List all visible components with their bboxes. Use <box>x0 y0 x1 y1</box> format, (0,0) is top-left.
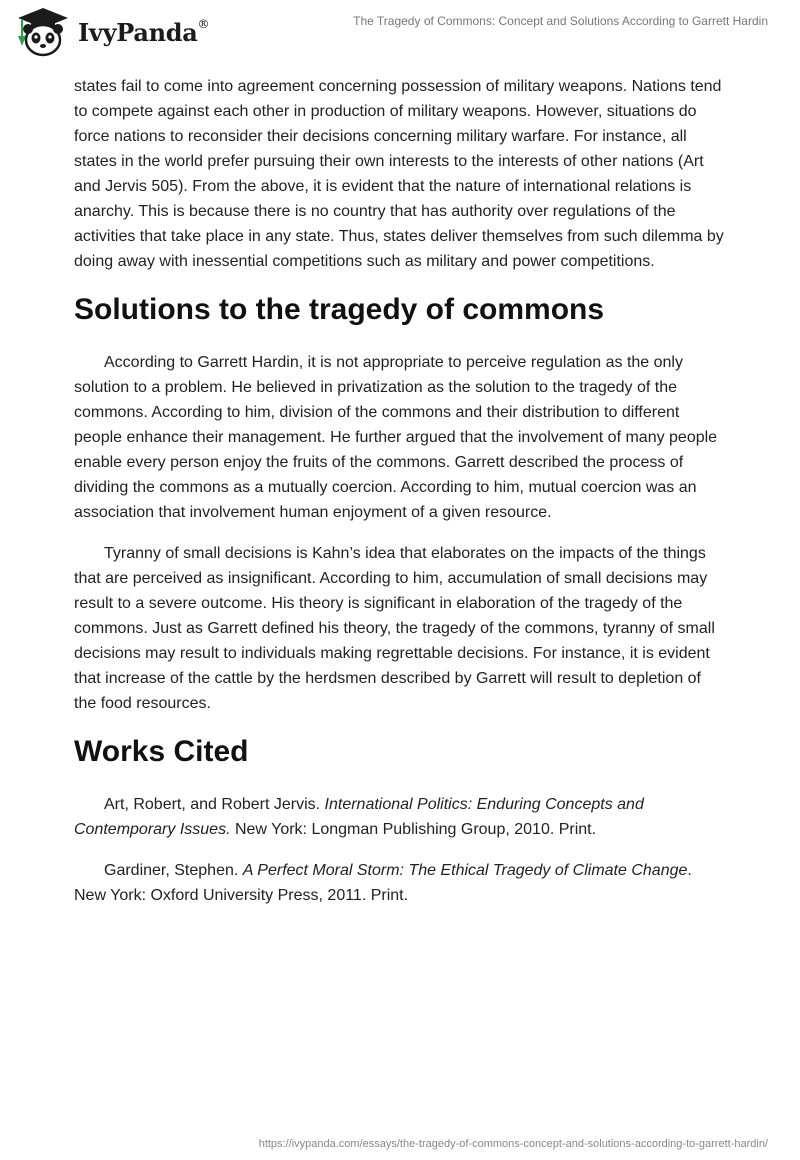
citation-item: Gardiner, Stephen. A Perfect Moral Storm: The Ethical Tragedy of Climate Change. New York: Oxford University Press, 2011. Print. <box>74 862 692 904</box>
citation-item: Art, Robert, and Robert Jervis. International Politics: Enduring Concepts and Contemporary Issues. New York: Longman Publishing Group, 2010. Print. <box>74 796 644 838</box>
page-header <box>0 0 800 64</box>
essay-content <box>74 74 724 924</box>
panda-icon <box>14 6 72 58</box>
section-heading-solutions: Solutions to the tragedy of commons <box>74 293 605 326</box>
works-cited-heading: Works Cited <box>74 735 249 768</box>
ivypanda-logo[interactable] <box>14 6 209 58</box>
intro-paragraph: states fail to come into agreement concerning possession of military weapons. Nations tend to compete against each other in production of military weapons. However, situations do force nations to reconsider their decisions concerning military warfare. For instance, all states in the world prefer pursuing their own interests to the interests of other nations (Art and Jervis 505). From the above, it is evident that the nature of international relations is anarchy. This is because there is no country that has authority over regulations of the activities that take place in any state. Thus, states deliver themselves from such dilemma by doing away with inessential competitions such as military and power competitions. <box>74 78 724 270</box>
footer-source-url[interactable]: https://ivypanda.com/essays/the-tragedy-of-commons-concept-and-solutions-according-to-garrett-hardin/ <box>258 1138 768 1150</box>
solutions-paragraph-1: According to Garrett Hardin, it is not appropriate to perceive regulation as the only solution to a problem. He believed in privatization as the solution to the tragedy of the commons. According to him, division of the commons and their distribution to different people enhance their management. He further argued that the involvement of many people enable every person enjoy the fruits of the commons. Garrett described the process of dividing the commons as a mutually coercion. According to him, mutual coercion was an association that involvement human enjoyment of a given resource. <box>74 354 718 521</box>
solutions-paragraph-2: Tyranny of small decisions is Kahn’s idea that elaborates on the impacts of the things that are perceived as insignificant. According to him, accumulation of small decisions may result to a severe outcome. His theory is significant in elaboration of the tragedy of the commons. Just as Garrett defined his theory, the tragedy of the commons, tyranny of small decisions may result to individuals making regrettable decisions. For instance, it is evident that increase of the cattle by the herdsmen described by Garrett will result to depletion of the food resources. <box>74 545 715 712</box>
brand-name: IvyPanda® <box>78 16 210 47</box>
document-title: The Tragedy of Commons: Concept and Solutions According to Garrett Hardin <box>353 14 768 28</box>
